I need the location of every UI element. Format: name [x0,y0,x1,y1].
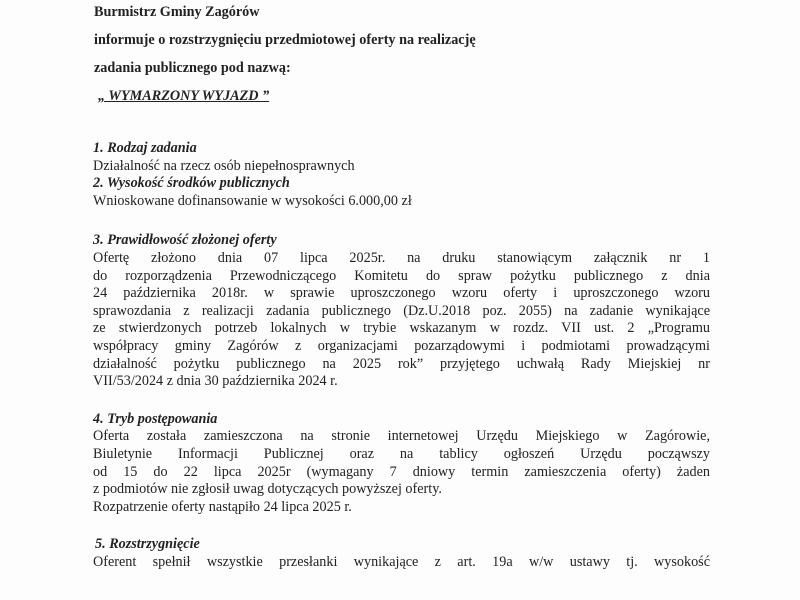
section-title: 4. Tryb postępowania [93,410,218,427]
section-task-type [93,140,710,175]
task-name: „ WYMARZONY WYJAZD ” [98,88,270,104]
section-text: Działalność na rzecz osób niepełnosprawnych [93,157,355,174]
paragraph-line: 24 października 2018r. w sprawie uproszczonego wzoru oferty i uproszczonego wzoru [93,285,710,302]
header-announcement: informuje o rozstrzygnięciu przedmiotowej oferty na realizację [94,32,476,48]
paragraph-line: Oferent spełnił wszystkie przesłanki wynikające z art. 19a w/w ustawy tj. wysokość [93,553,710,570]
section-title: 3. Prawidłowość złożonej oferty [93,232,277,249]
paragraph-line: współpracy gminy Zagórów z organizacjami pozarządowymi i podmiotami prowadzącymi [93,337,710,354]
paragraph-line: Biuletynie Informacji Publicznej oraz na tablicy ogłoszeń Urzędu począwszy [93,445,710,462]
paragraph-line: do rozporządzenia Przewodniczącego Komitetu do spraw pożytku publicznego z dnia [93,267,710,284]
document-header [94,4,734,116]
header-authority: Burmistrz Gminy Zagórów [94,4,260,20]
section-public-funds [93,175,710,210]
paragraph-line: Oferta została zamieszczona na stronie internetowej Urzędu Miejskiego w Zagórowie, [93,428,710,445]
paragraph-line: od 15 do 22 lipca 2025r (wymagany 7 dniowy termin zamieszczenia oferty) żaden [93,463,710,480]
header-task-intro: zadania publicznego pod nazwą: [94,60,291,76]
section-text: Wnioskowane dofinansowanie w wysokości 6.000,00 zł [93,192,412,209]
paragraph-line: działalność pożytku publicznego na 2025 rok” przyjętego uchwałą Rady Miejskiej nr [93,355,710,372]
section-title: 1. Rodzaj zadania [93,140,197,156]
document-body [93,140,710,571]
section-offer-correctness [93,232,710,390]
paragraph-line: Rozpatrzenie oferty nastąpiło 24 lipca 2025 r. [93,498,352,515]
section-title: 2. Wysokość środków publicznych [93,175,290,192]
section-resolution [93,536,710,571]
paragraph-line: z podmiotów nie zgłosił uwag dotyczących powyższej oferty. [93,481,442,498]
paragraph-line: Ofertę złożono dnia 07 lipca 2025r. na druku stanowiącym załącznik nr 1 [93,249,710,266]
paragraph-line: sprawozdania z realizacji zadania publicznego (Dz.U.2018 poz. 2055) na zadanie wynikające [93,302,710,319]
section-procedure [93,411,710,517]
paragraph-line: ze stwierdzonych potrzeb lokalnych w trybie wskazanym w rozdz. VII ust. 2 „Programu [93,320,710,337]
section-title: 5. Rozstrzygnięcie [95,536,200,553]
paragraph-line: VII/53/2024 z dnia 30 października 2024 r. [93,373,338,390]
